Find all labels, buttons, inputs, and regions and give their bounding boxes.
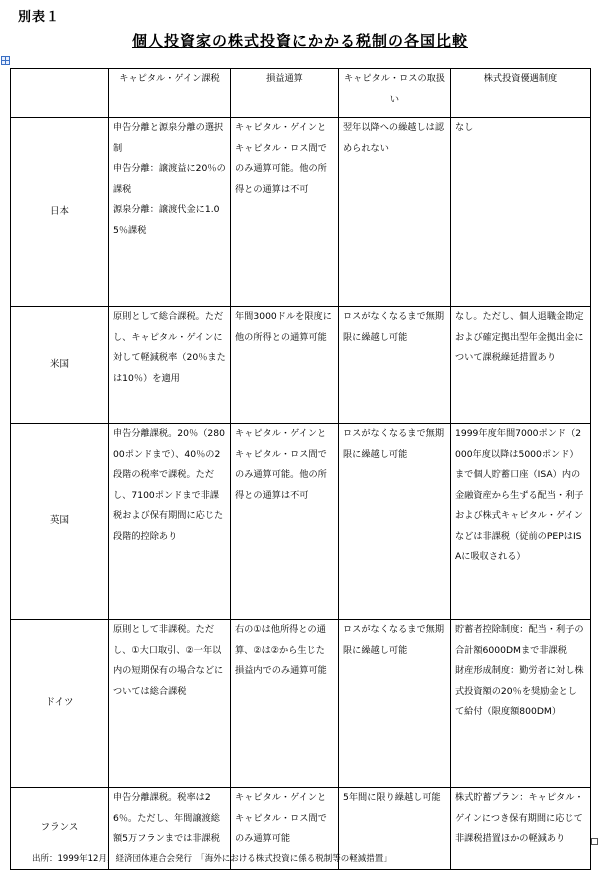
cell-text: 右の①は他所得との通算、②は②から生じた損益内でのみ通算可能: [235, 624, 327, 676]
country-cell: ドイツ: [11, 620, 109, 788]
table-row: [11, 424, 591, 620]
table-cell: [339, 307, 451, 424]
table-cell: [231, 424, 339, 620]
table-cell: [109, 620, 231, 788]
country-cell: 米国: [11, 307, 109, 424]
cell-text: 原則として非課税。ただし、①大口取引、②一年以内の短期保有の場合などについては総合課税: [113, 624, 224, 697]
country-cell: 英国: [11, 424, 109, 620]
cell-text: 原則として総合課税。ただし、キャピタル・ゲインに対して軽減税率（20％または10％）を適用: [113, 311, 226, 384]
table-cell: [451, 424, 591, 620]
country-cell: 日本: [11, 118, 109, 307]
table-cell: [109, 118, 231, 307]
header-cell-corner: [11, 69, 109, 118]
cell-text: 財産形成制度：勤労者に対し株式投資額の20％を奨励金として給付（限度額800DM）: [455, 665, 584, 717]
cell-text: キャピタル・ゲインとキャピタル・ロス間でのみ通算可能。他の所得との通算は不可: [235, 428, 327, 501]
cell-text: 貯蓄者控除制度：配当・利子の合計額6000DMまで非課税: [455, 624, 584, 656]
table-move-handle-icon[interactable]: [1, 56, 10, 65]
table-cell: [231, 118, 339, 307]
table-cell: [231, 620, 339, 788]
table-cell: [339, 620, 451, 788]
cell-text: 1999年度年間7000ポンド（2000年度以降は5000ポンド）まで個人貯蓄口座（ISA）内の金融資産から生ずる配当・利子および株式キャピタル・ゲインなどは非課税（従前のPEPはISAに吸収される）: [455, 428, 584, 562]
table-resize-handle[interactable]: [591, 838, 598, 845]
table-row: [11, 118, 591, 307]
comparison-table: [10, 68, 591, 870]
table-cell: [109, 307, 231, 424]
cell-text: 申告分離課税。税率は26％。ただし、年間譲渡総額5万フランまでは非課税: [113, 792, 220, 844]
table-cell: [109, 424, 231, 620]
header-cell-incentives: 株式投資優遇制度: [451, 69, 591, 118]
table-cell: [339, 118, 451, 307]
source-note: 出所：1999年12月，経済団体連合会発行 「海外における株式投資に係る税制等の軽減措置」: [32, 854, 392, 864]
cell-text: 年間3000ドルを限度に他の所得との通算可能: [235, 311, 332, 343]
cell-text: キャピタル・ゲインとキャピタル・ロス間でのみ通算可能: [235, 792, 327, 844]
table-cell: [339, 424, 451, 620]
cell-text: 源泉分離：譲渡代金に1.05％課税: [113, 204, 220, 236]
cell-text: 申告分離：譲渡益に20％の課税: [113, 163, 226, 195]
table-cell: [451, 788, 591, 870]
table-cell: [451, 620, 591, 788]
table-cell: [451, 118, 591, 307]
header-cell-capital-gains: キャピタル・ゲイン課税: [109, 69, 231, 118]
appendix-label: 別表１: [18, 10, 61, 25]
document-title: 個人投資家の株式投資にかかる税制の各国比較: [131, 32, 468, 50]
cell-text: ロスがなくなるまで無期限に繰越し可能: [343, 428, 445, 460]
table-cell: [451, 307, 591, 424]
header-cell-loss-offset: 損益通算: [231, 69, 339, 118]
country-cell: フランス: [11, 788, 109, 870]
cell-text: 申告分離課税。20％（28000ポンドまで）、40％の2段階の税率で課税。ただし、7100ポンドまで非課税および保有期間に応じた段階的控除あり: [113, 428, 225, 542]
table-header-row: [11, 69, 591, 118]
cell-text: 翌年以降への繰越しは認められない: [343, 122, 445, 154]
header-cell-capital-loss: キャピタル・ロスの取扱い: [339, 69, 451, 118]
cell-text: 申告分離と源泉分離の選択制: [113, 122, 224, 154]
cell-text: ロスがなくなるまで無期限に繰越し可能: [343, 311, 445, 343]
cell-text: なし。ただし、個人退職金勘定および確定拠出型年金拠出金について課税繰延措置あり: [455, 311, 584, 363]
cell-text: 5年間に限り繰越し可能: [343, 792, 441, 803]
cell-text: 株式貯蓄プラン：キャピタル・ゲインにつき保有期間に応じて非課税措置ほかの軽減あり: [455, 792, 584, 844]
table-row: [11, 620, 591, 788]
cell-text: キャピタル・ゲインとキャピタル・ロス間でのみ通算可能。他の所得との通算は不可: [235, 122, 327, 195]
table-cell: [231, 307, 339, 424]
table-row: [11, 307, 591, 424]
cell-text: なし: [455, 122, 474, 133]
cell-text: ロスがなくなるまで無期限に繰越し可能: [343, 624, 445, 656]
